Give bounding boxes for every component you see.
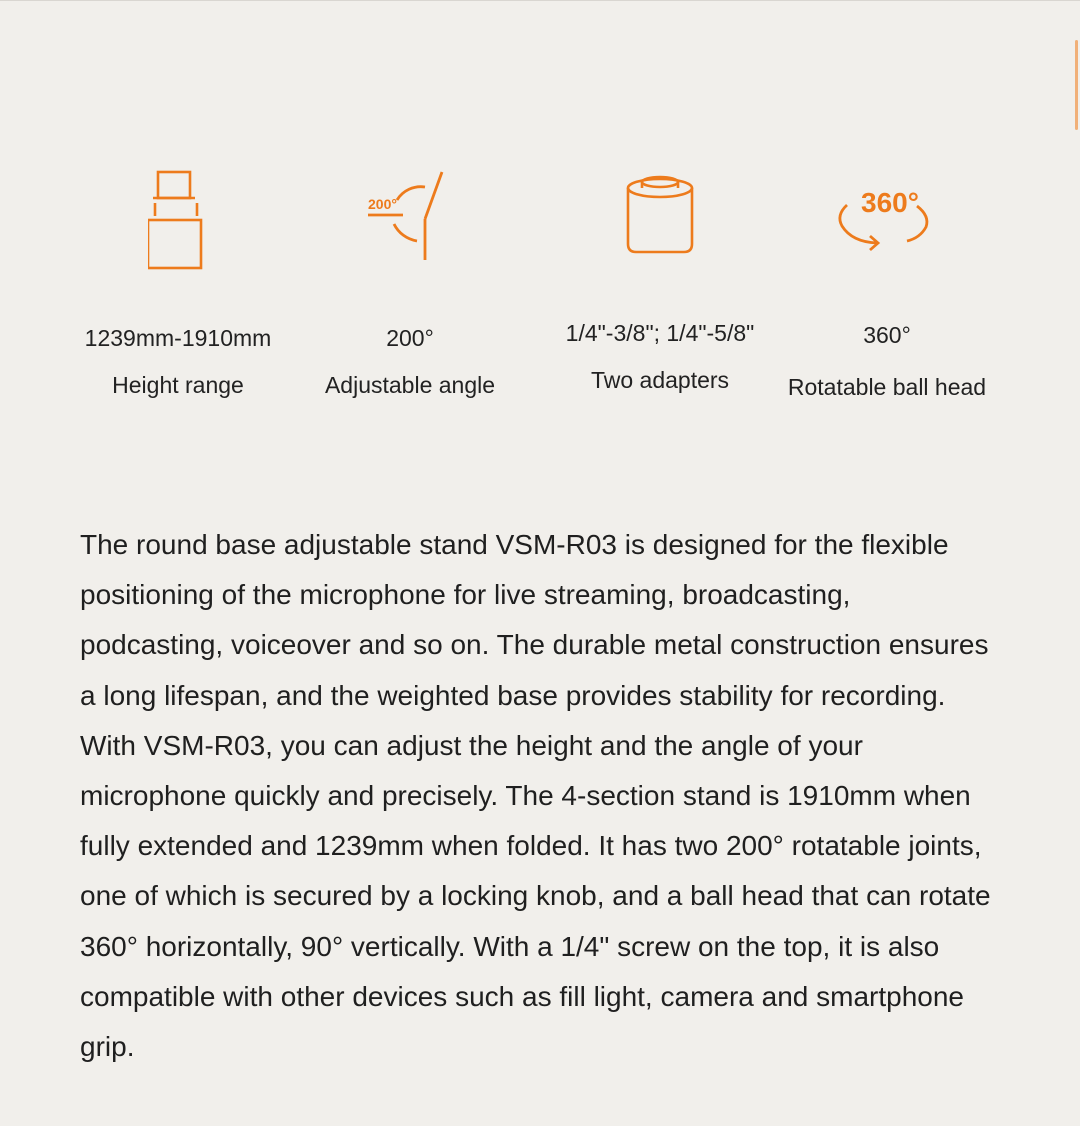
feature-value: 1/4"-3/8"; 1/4"-5/8" [565,320,755,346]
adjustable-angle-icon [310,160,510,270]
scrollbar-thumb[interactable] [1075,40,1078,130]
rotate-icon-text: 360° [861,187,919,218]
description-paragraph: With VSM-R03, you can adjust the height and the angle of your microphone quickly and precisely. The 4-section stand is 1910mm when fully extended and 1239mm when folded. It has two 200° rotatable joints, one of which is secured by a locking knob, and a ball head that can rotate 360° horizontally, 90° vertically. With a 1/4" screw on the top, it is also compatible with other devices such as fill light, camera and smartphone grip. [80,729,991,1063]
rotate-360-icon [774,160,1000,270]
feature-label: Adjustable angle [324,372,496,398]
height-range-icon [78,160,278,270]
feature-label: Height range [112,372,244,398]
feature-value: 360° [863,322,911,348]
feature-label: Two adapters [590,367,730,393]
angle-icon-text: 200° [368,196,397,212]
feature-value: 200° [386,325,434,351]
top-divider [0,0,1080,1]
product-description [80,520,1000,1072]
feature-rotatable-ball-head [774,160,1000,401]
description-paragraph: The round base adjustable stand VSM-R03 is designed for the flexible positioning of the microphone for live streaming, broadcasting, podcasting, voiceover and so on. The durable metal construction ensures a long lifespan, and the weighted base provides stability for recording. [80,529,989,711]
feature-label: Rotatable ball head [787,374,987,400]
feature-height-range [78,160,278,399]
adapter-icon [535,160,785,270]
feature-two-adapters [535,160,785,394]
feature-value: 1239mm-1910mm [84,325,272,351]
feature-adjustable-angle [310,160,510,399]
